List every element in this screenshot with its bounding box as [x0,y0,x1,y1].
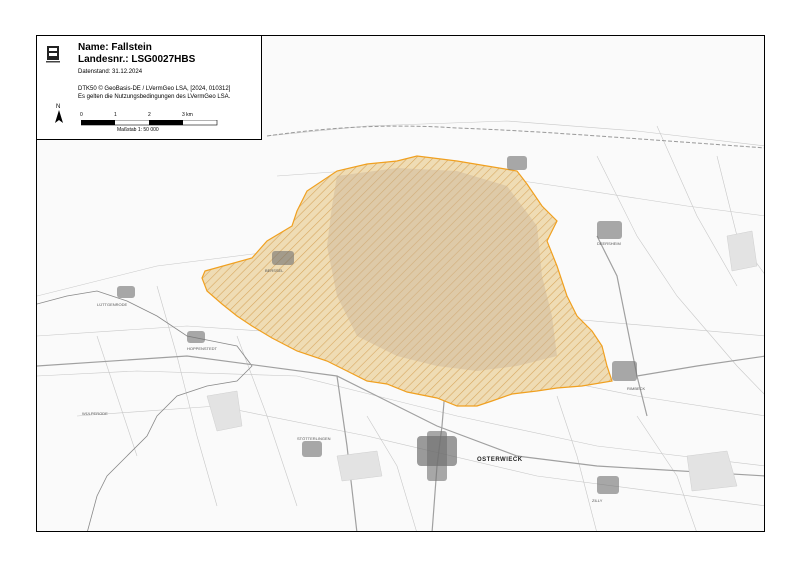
copyright-notice [78,85,230,101]
state-coat-of-arms-icon [43,44,63,64]
data-date: Datenstand: 31.12.2024 [78,69,143,75]
place-label: LÜTTGENRODE [97,302,128,307]
scale-tick-3: 3 km [182,112,193,118]
north-arrow-icon [54,110,64,124]
map-legend [36,35,262,140]
place-label: BERSSEL [265,268,284,273]
scale-tick-2: 2 [148,112,151,118]
north-label: N [56,104,61,110]
place-label: ZILLY [592,498,603,503]
area-id: Landesnr.: LSG0027HBS [78,54,196,65]
place-label: HOPPENSTEDT [187,346,218,351]
scale-tick-1: 1 [114,112,117,118]
copyright-line-1: DTK50 © GeoBasis-DE / LVermGeo LSA, [2024, 010312] [78,86,231,92]
copyright-line-2: Es gelten die Nutzungsbedingungen des LVermGeo LSA. [78,94,231,100]
scale-tick-0: 0 [80,112,83,118]
scale-bar [81,120,221,126]
place-label: WÜLPERODE [82,411,108,416]
place-label: STÖTTERLINGEN [297,436,331,441]
place-label: RIMBECK [627,386,646,391]
place-label: DEERSHEIM [597,241,621,246]
area-name: Name: Fallstein [78,42,152,53]
scale-label: Maßstab 1: 50 000 [117,127,159,133]
town-label-osterwieck: OSTERWIECK [477,457,523,463]
